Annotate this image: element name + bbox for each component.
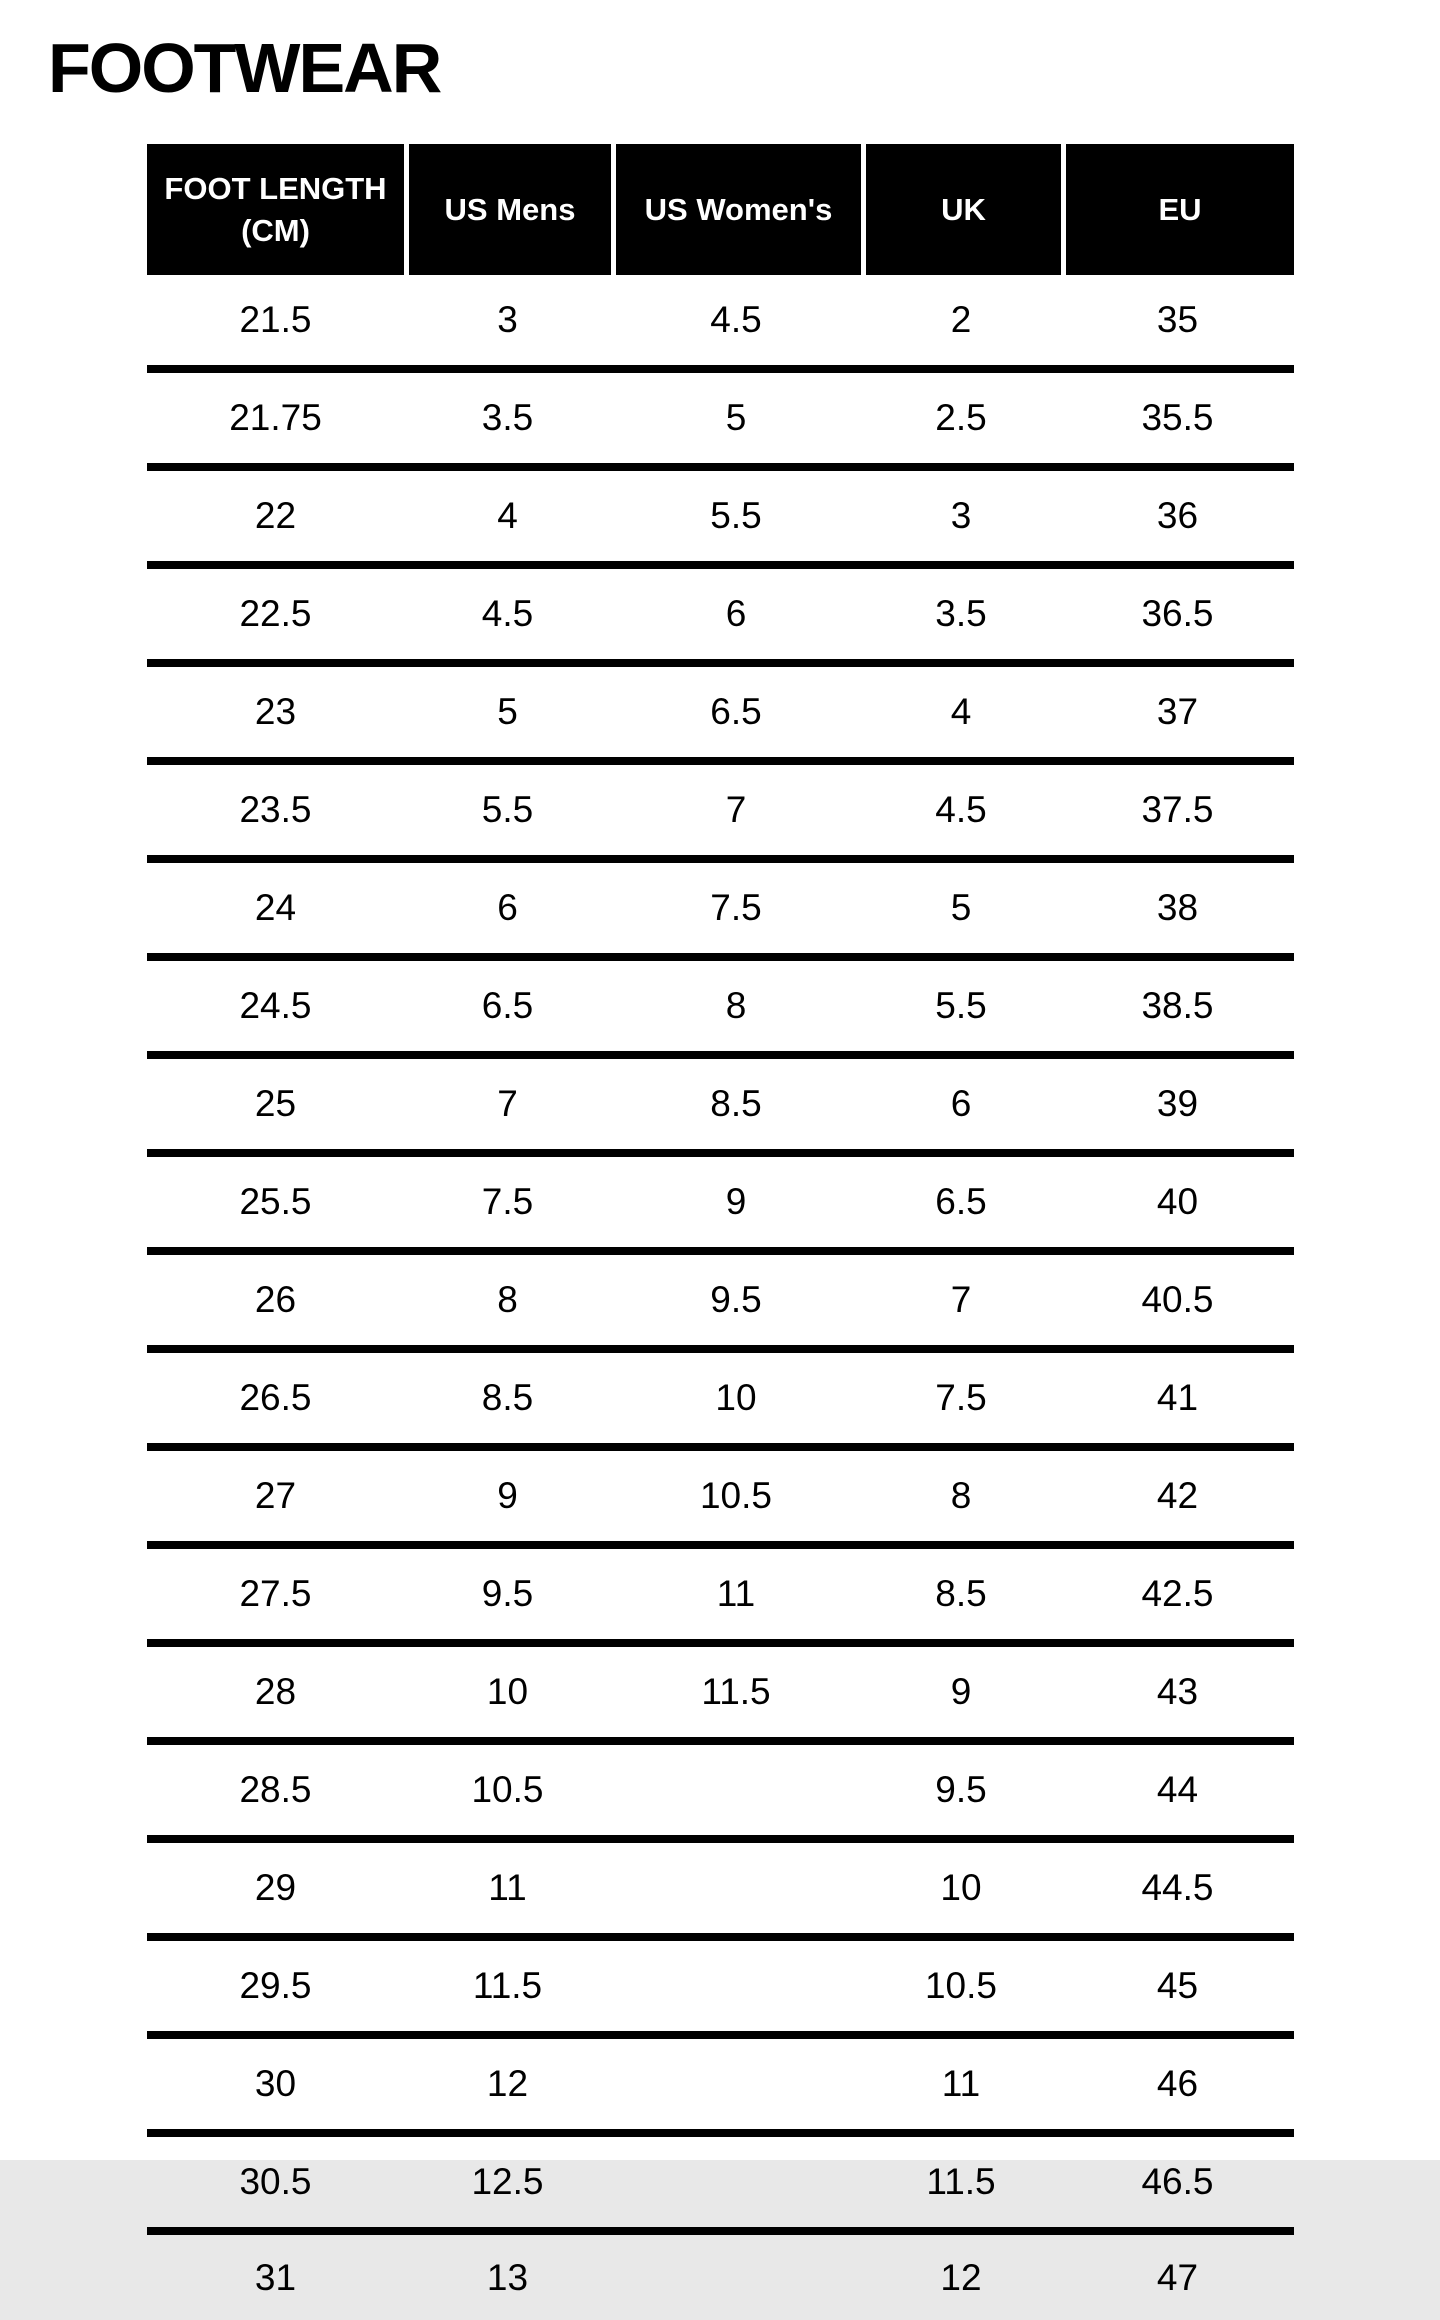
table-cell: 9 [497, 1475, 518, 1516]
table-cell: 7 [497, 1083, 518, 1124]
table-cell: 11.5 [926, 2161, 996, 2202]
table-row [147, 2137, 1294, 2235]
table-cell [611, 2235, 861, 2320]
table-cell: 5 [725, 397, 747, 438]
table-cell: 28.5 [239, 1769, 312, 1810]
table-row [147, 1451, 1294, 1549]
table-cell: 6.5 [935, 1181, 987, 1222]
header-cell-foot-length-cm: FOOT LENGTH (CM) [164, 170, 387, 248]
table-row [147, 1157, 1294, 1255]
table-cell: 5 [950, 887, 972, 928]
table-cell: 8.5 [935, 1573, 987, 1614]
header-cell-uk: UK [861, 144, 1061, 275]
table-row [147, 1353, 1294, 1451]
table-cell [611, 2039, 861, 2129]
table-cell: 7.5 [481, 1181, 534, 1222]
table-cell: 43 [1156, 1671, 1199, 1712]
size-chart-table [147, 144, 1294, 2320]
table-cell: 26 [254, 1279, 297, 1320]
table-cell: 37 [1156, 691, 1199, 732]
header-cell-eu: EU [1061, 144, 1294, 275]
table-cell: 6.5 [481, 985, 534, 1026]
table-cell: 45 [1156, 1965, 1199, 2006]
table-cell: 3.5 [935, 593, 987, 634]
table-row [147, 1549, 1294, 1647]
table-cell: 11 [716, 1573, 756, 1614]
table-cell [611, 1941, 861, 2031]
table-cell: 11 [488, 1867, 527, 1908]
table-cell: 25.5 [239, 1181, 312, 1222]
table-cell: 38.5 [1141, 985, 1214, 1026]
table-cell: 12 [486, 2063, 529, 2104]
table-cell: 2 [950, 299, 972, 340]
table-cell: 10.5 [924, 1965, 997, 2006]
table-cell: 44 [1156, 1769, 1199, 1810]
table-cell: 36 [1156, 495, 1199, 536]
table-cell: 8 [497, 1279, 518, 1320]
table-cell: 22 [254, 495, 297, 536]
table-cell: 39 [1156, 1083, 1199, 1124]
table-cell: 23.5 [239, 789, 312, 830]
table-cell: 4.5 [935, 789, 987, 830]
table-cell: 6.5 [710, 691, 762, 732]
table-row [147, 765, 1294, 863]
table-cell: 10 [486, 1671, 529, 1712]
table-cell: 11.5 [701, 1671, 771, 1712]
table-cell: 36.5 [1141, 593, 1214, 634]
table-cell: 11.5 [472, 1965, 543, 2006]
table-cell: 2.5 [935, 397, 987, 438]
table-cell [611, 1745, 861, 1835]
table-cell: 10 [715, 1377, 757, 1418]
table-header-row [147, 144, 1294, 275]
table-row [147, 1843, 1294, 1941]
table-cell: 4 [950, 691, 972, 732]
table-cell: 7.5 [710, 887, 762, 928]
table-row [147, 275, 1294, 373]
table-cell: 42 [1156, 1475, 1199, 1516]
table-row [147, 569, 1294, 667]
table-cell: 9.5 [710, 1279, 762, 1320]
table-cell [611, 2137, 861, 2227]
table-cell: 6 [950, 1083, 972, 1124]
table-cell: 9 [950, 1671, 972, 1712]
table-row [147, 1941, 1294, 2039]
table-cell: 8.5 [481, 1377, 534, 1418]
table-cell [611, 1843, 861, 1933]
table-cell: 35 [1156, 299, 1199, 340]
table-cell: 11 [941, 2063, 981, 2104]
table-row [147, 2039, 1294, 2137]
table-cell: 8.5 [710, 1083, 762, 1124]
table-cell: 3.5 [481, 397, 534, 438]
header-cell-us-mens: US Mens [404, 144, 611, 275]
table-cell: 27.5 [239, 1573, 312, 1614]
table-cell: 29 [254, 1867, 297, 1908]
table-row [147, 863, 1294, 961]
table-cell: 30 [254, 2063, 297, 2104]
table-cell: 10.5 [471, 1769, 544, 1810]
table-cell: 23 [254, 691, 297, 732]
table-cell: 9.5 [935, 1769, 987, 1810]
table-cell: 47 [1156, 2256, 1199, 2298]
table-cell: 26.5 [239, 1377, 312, 1418]
table-cell: 21.5 [239, 299, 312, 340]
table-cell: 41 [1156, 1377, 1199, 1418]
table-cell: 27 [254, 1475, 297, 1516]
table-cell: 3 [950, 495, 972, 536]
table-cell: 4 [497, 495, 518, 536]
table-cell: 6 [497, 887, 518, 928]
table-cell: 7 [725, 789, 747, 830]
table-cell: 10.5 [699, 1475, 772, 1516]
table-row [147, 1647, 1294, 1745]
table-cell: 5.5 [935, 985, 987, 1026]
table-row [147, 1745, 1294, 1843]
table-cell: 12 [940, 2256, 982, 2298]
table-cell: 4.5 [481, 593, 534, 634]
table-row [147, 1059, 1294, 1157]
table-cell: 46.5 [1141, 2161, 1214, 2202]
table-cell: 38 [1156, 887, 1199, 928]
table-cell: 40 [1156, 1181, 1199, 1222]
table-row [147, 373, 1294, 471]
table-cell: 21.75 [229, 397, 322, 438]
table-row [147, 961, 1294, 1059]
table-cell: 5.5 [710, 495, 762, 536]
table-cell: 31 [254, 2256, 297, 2298]
table-cell: 44.5 [1141, 1867, 1214, 1908]
table-row [147, 471, 1294, 569]
table-row [147, 2235, 1294, 2320]
table-cell: 4.5 [710, 299, 762, 340]
table-cell: 35.5 [1141, 397, 1214, 438]
table-cell: 24 [254, 887, 297, 928]
table-cell: 42.5 [1141, 1573, 1214, 1614]
table-cell: 13 [486, 2256, 529, 2298]
table-cell: 28 [254, 1671, 297, 1712]
table-cell: 12.5 [471, 2161, 544, 2202]
table-cell: 37.5 [1141, 789, 1214, 830]
table-cell: 3 [497, 299, 518, 340]
page-title: FOOTWEAR [48, 29, 441, 107]
table-cell: 25 [254, 1083, 297, 1124]
table-cell: 5 [497, 691, 518, 732]
table-cell: 9.5 [481, 1573, 534, 1614]
table-cell: 46 [1156, 2063, 1199, 2104]
table-cell: 7.5 [935, 1377, 987, 1418]
table-cell: 40.5 [1141, 1279, 1214, 1320]
header-cell-us-women-s: US Women's [611, 144, 861, 275]
table-cell: 9 [725, 1181, 747, 1222]
table-cell: 29.5 [239, 1965, 312, 2006]
table-body [147, 275, 1294, 2320]
table-cell: 30.5 [239, 2161, 312, 2202]
table-cell: 10 [940, 1867, 982, 1908]
table-cell: 24.5 [239, 985, 312, 1026]
table-cell: 6 [725, 593, 747, 634]
table-cell: 7 [950, 1279, 972, 1320]
table-cell: 8 [725, 985, 747, 1026]
table-row [147, 1255, 1294, 1353]
table-cell: 8 [950, 1475, 972, 1516]
table-cell: 22.5 [239, 593, 312, 634]
table-row [147, 667, 1294, 765]
table-cell: 5.5 [481, 789, 534, 830]
